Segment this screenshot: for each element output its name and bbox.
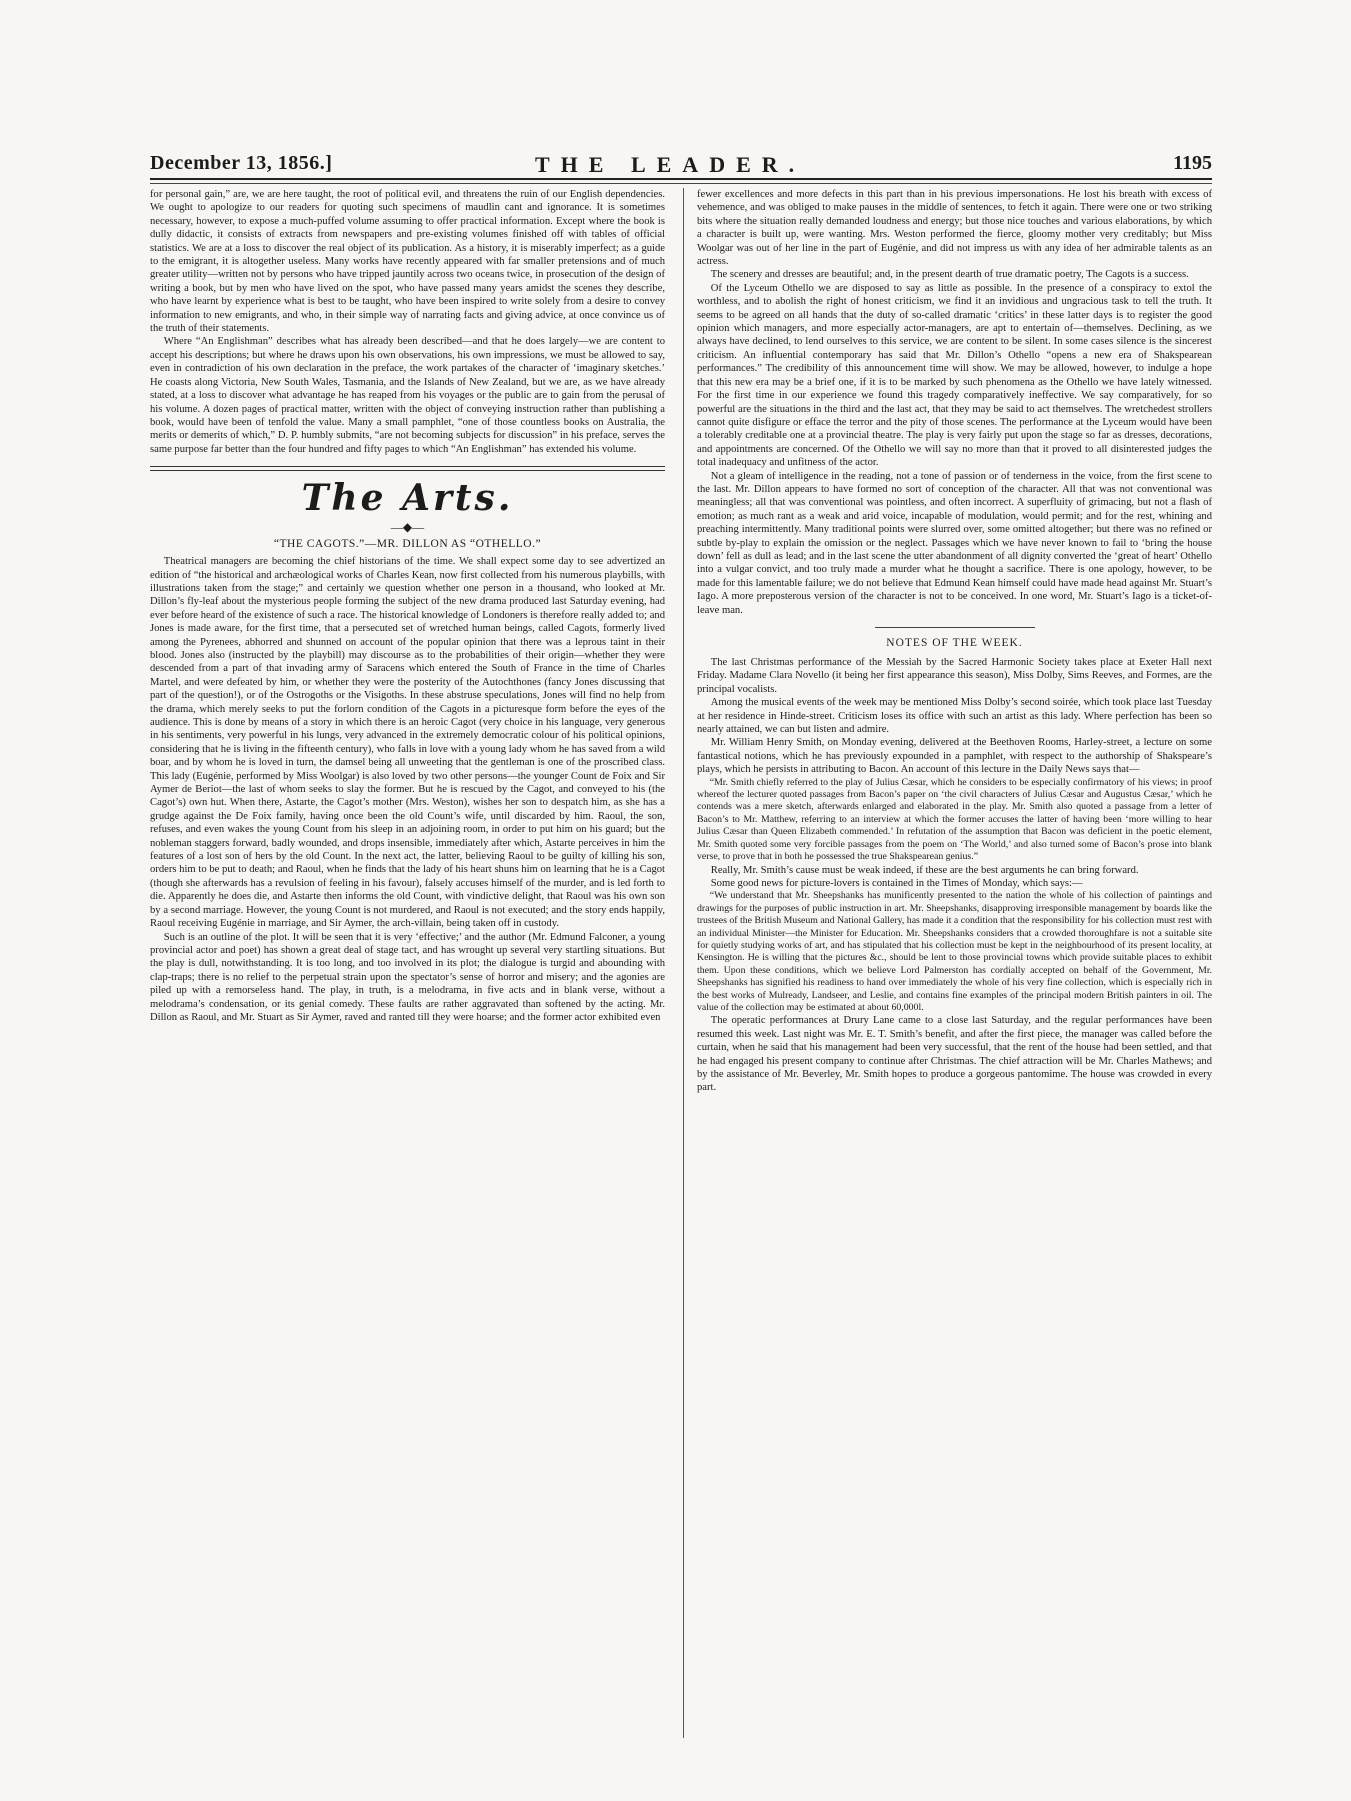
paragraph: Where “An Englishman” describes what has already been described—and that he does largely—we are content to accept his descriptions; but where he draws upon his own observations, his own impressions, we must be allowed to say, even in contradiction of his own declaration in the preface, the work partakes of the character of ‘imaginary sketches.’ He coasts along Victoria, New South Wales, Tasmania, and the Islands of New Zealand, but we are, as we have already stated, at a loss to discover what advantage he has reaped from his voyages or the public are to gain from the perusal of his volume. A dozen pages of practical matter, written with the object of conveying instruction rather than publishing a book, would have been of tenfold the value. Many a small pamphlet, “one of those countless books on Australia, the merits or demerits of which,” D. P. humbly submits, “are not becoming subjects for discussion” in his preface, serves the same purpose far better than the four hundred and fifty pages to which “An Englishman” has extended his volume. bbox=[150, 336, 665, 455]
header-title: THE LEADER. bbox=[535, 152, 806, 177]
paragraph: for personal gain,” are, we are here taught, the root of political evil, and threatens the ruin of our English dependencies. We ought to apologize to our readers for quoting such specimens of maudlin cant and ignorance. It is sometimes necessary, however, to expose a much-puffed volume assuming to offer practical information. Except where the book is dully didactic, it consists of extracts from newspapers and pre-existing volumes finished off with tables of official statistics. We are at a loss to discover the real object of its publication. As a history, it is miserably imperfect; as a guide to the emigrant, it is altogether useless. Many works have recently appeared with far smaller pretensions and of much greater utility—written not by persons who have tripped jauntily across two oceans twice, in prosecution of the design of writing a book, but by men who have lived on the spot, who have passed many years amidst the scenes they describe, who have learnt by experience what is best to be taught, who have been inspired to write solely from a desire to convey information to new emigrants, and who, in their simple way of narrating facts and giving advice, at once convince us of the truth of their statements. bbox=[150, 189, 665, 335]
paragraph: The scenery and dresses are beautiful; and, in the present dearth of true dramatic poetry, The Cagots is a success. bbox=[710, 269, 1189, 281]
right-column bbox=[697, 188, 1212, 1095]
article-subhead: “THE CAGOTS.”—MR. DILLON AS “OTHELLO.” bbox=[273, 538, 542, 551]
quotation: “Mr. Smith chiefly referred to the play of Julius Cæsar, which he considers to be especially confirmatory of his views; in proof whereof the lecturer quoted passages from Bacon’s paper on ‘the civil characters of Julius Cæsar and Augustus Cæsar,’ which he contends was a mere sketch, afterwards enlarged and elaborated in the play. Mr. Smith also quoted a passage from a letter of Bacon’s to Mr. Matthew, referring to an interview at which the former accuses the latter of having been ‘more willing to hear Julius Cæsar than Queen Elizabeth commended.’ In refutation of the assumption that Bacon was deficient in the poetic element, Mr. Smith quoted some very forcible passages from the poem on ‘The World,’ and also turned some of Bacon’s prose into blank verse, to prove that in both he possessed the true Shakspearean genius.” bbox=[697, 776, 1212, 863]
left-column bbox=[150, 188, 665, 1024]
paragraph: Of the Lyceum Othello we are disposed to say as little as possible. In the presence of a conspiracy to extol the worthless, and to abolish the right of honest criticism, we find it an invidious and ungracious task to tell the truth. It seems to be agreed on all hands that the duty of so-called dramatic ‘critics’ in these latter days is to register the good opinion which managers, and more especially actor-managers, are apt to entertain of—themselves. Declining, as we always have declined, to lend ourselves to this service, we are content to be silent. In some cases silence is the sincerest criticism. An influential contemporary has said that Mr. Dillon’s Othello “opens a new era of Shakspearean performances.” The credibility of this announcement time will show. We may be allowed, however, to indulge a hope that this new era may be a brief one, if it is to be marked by such phenomena as the Othello we have lately witnessed. For the first time in our experience we found this tragedy comparatively ineffective. We say comparatively, for so powerful are the situations in the third and the last act, that they may be said to act themselves. The wretchedest strollers cannot quite disfigure or efface the terror and the pity of those scenes. The performance at the Lyceum would have been a tolerably creditable one at a provincial theatre. The play is very fairly put upon the stage so far as dresses, decorations, and appointments are concerned. Of the Othello we will say no more than that it proved to all disinterested judges the total inadequacy and unfitness of the actor. bbox=[697, 282, 1212, 469]
notes-title: NOTES OF THE WEEK. bbox=[886, 637, 1023, 649]
section-divider bbox=[150, 466, 665, 471]
paragraph: Mr. William Henry Smith, on Monday evening, delivered at the Beethoven Rooms, Harley-street, a lecture on some fantastical notions, which he has previously expounded in a pamphlet, with respect to the authorship of Shakspeare’s plays, which he persists in attributing to Bacon. An account of this lecture in the Daily News says that— bbox=[697, 737, 1212, 776]
paragraph: fewer excellences and more defects in this part than in his previous impersonations. He lost his breath with excess of vehemence, and was obliged to make pauses in the middle of sentences, to fetch it again. There were one or two striking bits where the situation really demanded loudness and energy; but those nice touches and various elaborations, by which a character is built up, were wanting. Mrs. Weston performed the fierce, gloomy mother very creditably; but Miss Woolgar was out of her line in the part of Eugénie, and did not impress us with any idea of her admirable talents as an actress. bbox=[697, 189, 1212, 268]
page-header bbox=[150, 152, 1212, 180]
paragraph: Not a gleam of intelligence in the reading, not a tone of passion or of tenderness in the voice, from the first scene to the last. Mr. Dillon appears to have formed no sort of conception of the character. All that was not conventional was meaningless; all that was conventional was pointless, and often incorrect. A superfluity of grimacing, but not a flash of emotion; as much rant as a weak and arid voice, incapable of modulation, would permit; and for the rest, whining and preaching intermittently. Many traditional points were slurred over, some omitted altogether; but there was no refined or subtle by-play to explain the omission or the neglect. Passages which we have never known to fail to ‘bring the house down’ fell as dull as lead; and in the last scene the utter abandonment of all dignity converted the ‘great of heart’ Othello into a vulgar convict, and too truly made a murder what he thought a sacrifice. There is one apology, however, to be made for this lamentable failure; we do not believe that Edmund Kean himself could have made head against Mr. Stuart’s Iago. A more preposterous version of the character is not to be conceived. In one word, Mr. Stuart’s Iago is a ticket-of-leave man. bbox=[697, 470, 1212, 616]
paragraph: Some good news for picture-lovers is contained in the Times of Monday, which says:— bbox=[710, 877, 1083, 889]
ornament: —◆— bbox=[390, 520, 425, 535]
quotation: “We understand that Mr. Sheepshanks has munificently presented to the nation the whole of his collection of paintings and drawings for the purposes of public instruction in art. Mr. Sheepshanks, disapproving irresponsible management by boards like the trustees of the British Museum and National Gallery, has made it a condition that the responsibility for his collection must rest with an individual Minister—the Minister for Education. Mr. Sheepshanks considers that a crowded thoroughfare is not a suitable site for quietly studying works of art, and has stipulated that his collection must be kept in the neighbourhood of its present locality, at Kensington. He is willing that the pictures &c., should be lent to those provincial towns which provide suitable places to exhibit them. Upon these conditions, which we believe Lord Palmerston has cordially accepted on behalf of the Government, Mr. Sheepshanks has signified his readiness to hand over immediately the whole of his very fine collection, which is especially rich in the best works of Mulready, Landseer, and Leslie, and contains fine examples of the principal modern British painters in oil. The value of the collection may be estimated at about 60,000l. bbox=[697, 890, 1212, 1013]
header-rule bbox=[150, 183, 1212, 184]
header-date: December 13, 1856.] bbox=[150, 152, 333, 174]
paragraph: The last Christmas performance of the Messiah by the Sacred Harmonic Society takes place at Exeter Hall next Friday. Madame Clara Novello (it being her first appearance this season), Miss Dolby, Sims Reeves, and Formes, are the principal vocalists. bbox=[697, 657, 1212, 695]
paragraph: Among the musical events of the week may be mentioned Miss Dolby’s second soirée, which took place last Tuesday at her residence in Hinde-street. Criticism loses its office with such an artist as this lady. Where perfection has been so nearly attained, we can but listen and admire. bbox=[697, 697, 1212, 736]
paragraph: Theatrical managers are becoming the chief historians of the time. We shall expect some day to see advertized an edition of “the historical and archæological works of Charles Kean, now first collected from his numerous playbills, with illustrations taken from the stage;” and certainly we question whether one person in a thousand, who looked at Mr. Dillon’s fly-leaf about the mysterious people forming the subject of the new drama produced last Saturday evening, had ever before heard of the existence of such a race. The historical knowledge of Londoners is therefore really added to; and Jones is made aware, for the first time, that a persecuted set of wretched human beings, called Cagots, formerly lived among the Pyrenees, abhorred and shunned on account of the popular opinion that there was a leprous taint in their blood. Jones also (instructed by the playbill) may discourse as to the probabilities of their origin—whether they were descended from a part of that invading army of Saracens which entered the South of France in the time of Charles Martel, and were defeated by him, or whether they were the posterity of the Autochthones (fancy Jones discussing that part of the question!), or of the Ostrogoths or the Visigoths. In these abstruse speculations, Jones will find no help from the drama, which merely seeks to put the forlorn condition of the Cagots in a picturesque form before the eyes of the audience. This is done by means of a story in which there is an heroic Cagot (very choice in his language, very generous in his sentiments, very powerful in his lungs, very advanced in the extremely democratic colour of his political opinions, considering that he is living in the fifteenth century), who falls in love with a young lady whom he has saved from a wild boar, and by whom he is loved in turn, the damsel being all unweeting that the gentleman is one of the proscribed class. This lady (Eugénie, performed by Miss Woolgar) is also loved by two other persons—the younger Count de Foix and Sir Aymer de Beriot—the last of whom seeks to slay the former. But he is rescued by the Cagot, and conveyed to his (the Cagot’s) own hut. When there, Astarte, the Cagot’s mother (Mrs. Weston), wishes her son to despatch him, as she has a grudge against the De Foix family, having once been the old Count’s wife, until discarded by him. Raoul, the son, refuses, and even wakes the young Count from his sleep in an adjoining room, in order to put him on his guard; but the nobleman staggers forward, badly wounded, and drops insensible, immediately after which, Astarte perceives in him the features of a lost son of hers by the old Count. In the next act, the latter, believing Raoul to be guilty of killing his son, orders him to be put to death; and Raoul, when he finds that the lady of his heart shuns him on learning that he is a Cagot (though she afterwards has a revulsion of feeling in his favour), falsely accuses himself of the murder, and is led forth to die. Apparently he does die, and Astarte then informs the old Count, with vindictive delight, that Raoul was his own son by a second marriage. However, the young Count is not murdered, and Raoul is not executed; and the story ends happily, Raoul receiving Eugénie in marriage, and Sir Aymer, the arch-villain, being taken off in custody. bbox=[150, 556, 665, 930]
page-number: 1195 bbox=[1173, 152, 1212, 174]
paragraph: Really, Mr. Smith’s cause must be weak indeed, if these are the best arguments he can bring forward. bbox=[710, 864, 1139, 876]
paragraph: Such is an outline of the plot. It will be seen that it is very ‘effective;’ and the author (Mr. Edmund Falconer, a young provincial actor and poet) has shown a great deal of stage tact, and has wrought up several very startling situations. But the play is dull, notwithstanding. It is too long, and too involved in its plot; the dialogue is turgid and abounding with clap-traps; there is no relief to the perpetual strain upon the spectator’s sense of horror and misery; and the agonies are piled up with a remorseless hand. The play, in truth, is a melodrama, in five acts and in blank verse, without a melodrama’s condensation, or its genial comedy. These faults are rather aggravated than softened by the acting. Mr. Dillon as Raoul, and Mr. Stuart as Sir Aymer, raved and ranted till they were hoarse; and the former actor exhibited even bbox=[150, 931, 665, 1023]
column-divider bbox=[683, 188, 684, 1738]
paragraph: The operatic performances at Drury Lane came to a close last Saturday, and the regular performances have been resumed this week. Last night was Mr. E. T. Smith’s benefit, and after the first piece, the manager was called before the curtain, when he said that his management had been very successful, that the rent of the house had been settled, and that he had engaged his present company to continue after Christmas. The chief attraction will be Mr. Charles Mathews; and by the assistance of Mr. Beverley, Mr. Smith hopes to produce a gorgeous pantomime. The house was crowded in every part. bbox=[697, 1015, 1212, 1094]
section-title: The Arts. bbox=[301, 477, 514, 520]
short-rule bbox=[875, 627, 1035, 628]
